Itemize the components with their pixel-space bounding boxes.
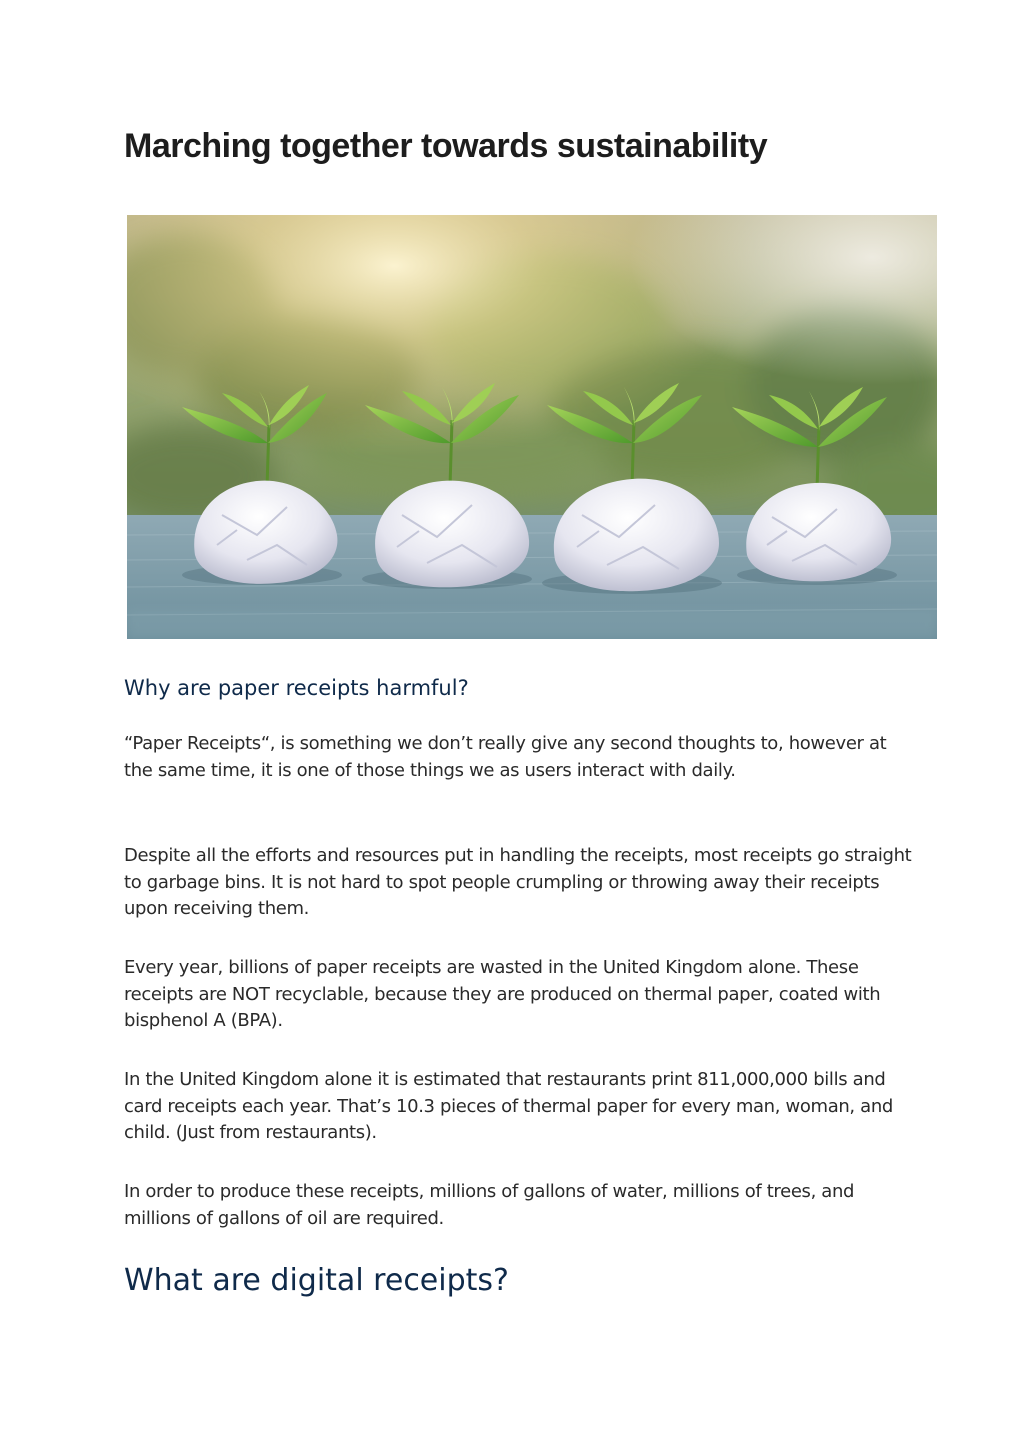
section-heading: Why are paper receipts harmful? [124, 676, 469, 700]
next-section-heading: What are digital receipts? [124, 1263, 509, 1298]
paragraph-2: Despite all the efforts and resources put in handling the receipts, most receipts go straight to garbage bins. It is not hard to spot people crumpling or throwing away their receipts upon receiving them. [124, 845, 912, 919]
page-title: Marching together towards sustainability [124, 127, 768, 165]
paragraph-5: In order to produce these receipts, millions of gallons of water, millions of trees, and millions of gallons of oil are required. [124, 1181, 855, 1229]
paragraph-3: Every year, billions of paper receipts are wasted in the United Kingdom alone. These receipts are NOT recyclable, because they are produced on thermal paper, coated with bisphenol A (BPA). [124, 957, 881, 1031]
hero-image [127, 215, 937, 639]
paragraph-4: In the United Kingdom alone it is estimated that restaurants print 811,000,000 bills and card receipts each year. That’s 10.3 pieces of thermal paper for every man, woman, and child. (Just from restaurants). [124, 1069, 893, 1143]
paragraph-1: “Paper Receipts“, is something we don’t really give any second thoughts to, however at the same time, it is one of those things we as users interact with daily. [124, 733, 887, 781]
